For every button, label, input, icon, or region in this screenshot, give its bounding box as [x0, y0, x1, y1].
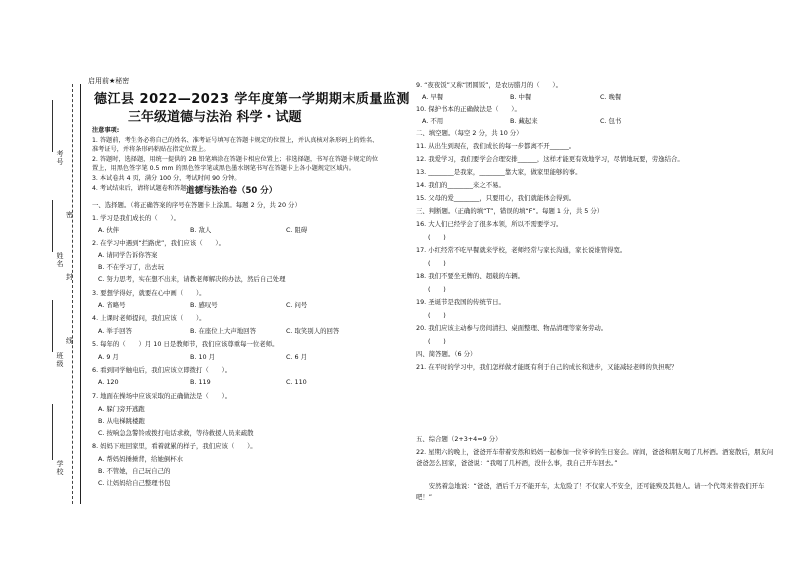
question-5: 5. 每年的（ ）月 10 日是教师节，我们应该尊重每一位老师。 — [92, 340, 279, 348]
q5-option-c: C. 6 月 — [286, 353, 308, 361]
part5-heading: 五、综合题（2+3+4=9 分） — [416, 435, 502, 443]
q10-option-c: C. 包书 — [600, 117, 622, 125]
section-title: 道德与法治卷（50 分） — [186, 186, 278, 196]
seal-char-mi: 密 — [66, 211, 73, 219]
q4-option-b: B. 在座位上大声地回答 — [190, 327, 256, 335]
notes-heading: 注意事项: — [92, 127, 120, 134]
question-21: 21. 在平时的学习中，我们怎样做才能既有利于自己的成长和进步，又能减轻老师的负担呢？ — [416, 363, 678, 371]
question-9: 9. “夜夜饭”又称“团圆饭”，是农历腊月的（ ）。 — [416, 81, 562, 89]
question-17: 17. 小红经常不吃早餐就来学校，老师经常与家长沟通，家长说谁管得宽。 — [416, 246, 627, 254]
q2-option-c: C. 努力思考，实在想不出来，请教老师解决的办法，然后自己处理 — [98, 275, 286, 283]
note-item: 3. 本试卷共 4 页，满分 100 分，考试时间 90 分钟。 — [92, 174, 241, 182]
question-22-text: 22. 星期六的晚上，爸爸开车带着安然和妈妈一起参加一位爷爷的生日宴会。席间，爸爸和朋友喝了几杯酒。酒宴散后，朋友问爸爸怎么回家，爸爸说：“我喝了几杯酒，没什么事，我自己开车回去。” — [416, 448, 774, 467]
q9-option-a: A. 早餐 — [422, 93, 444, 101]
q8-option-b: B. 不管她，自己玩自己的 — [98, 467, 171, 475]
binding-line — [80, 84, 81, 504]
question-18: 18. 我们不要坐无牌的、超载的车辆。 — [416, 272, 525, 280]
q6-option-a: A. 120 — [98, 378, 119, 386]
q10-option-b: B. 藏起来 — [510, 117, 538, 125]
secret-mark: 启用前★秘密 — [88, 77, 130, 85]
note-item: 1. 答题前，考生务必将自己的姓名、准考证号填写在答题卡规定的位置上，并认真核对条形码上的姓名、准考证号，并将条形码粘贴在指定位置上。 — [92, 136, 379, 154]
q7-option-a: A. 躲门旁开逃跑 — [98, 405, 145, 413]
binding-dash-line — [72, 84, 73, 504]
answer-blank: ( ) — [428, 259, 446, 267]
q4-option-c: C. 取笑别人的回答 — [286, 327, 340, 335]
q1-option-a: A. 伙伴 — [98, 226, 120, 234]
note-item: 2. 答题时，选择题，用统一提供的 2B 铅笔填涂在答题卡相应位置上；非选择题，书写在答题卡规定的位置上，用黑色签字笔 0.5 mm 的黑色签字笔或黑色墨水钢笔书写在答题卡上各小题规定区域内。 — [92, 155, 379, 173]
seal-char-feng: 封 — [66, 273, 73, 281]
class-line — [52, 300, 53, 352]
question-14: 14. 我们的________来之不易。 — [416, 181, 505, 189]
school-line — [52, 404, 53, 460]
question-16: 16. 大人们已经学会了很多本领，所以不需要学习。 — [416, 220, 563, 228]
question-12: 12. 我爱学习，我们要学会合理安排______，这样才能更有效地学习，尽情地玩要，劳逸结合。 — [416, 155, 684, 163]
q4-option-a: A. 举手回答 — [98, 327, 132, 335]
question-8: 8. 妈妈下班回家里，看着就累的样子，我们应该（ ）。 — [92, 442, 257, 450]
q6-option-b: B. 119 — [190, 378, 211, 386]
q9-option-b: B. 中餐 — [510, 93, 532, 101]
question-11: 11. 从出生到现在，我们成长的每一步都离不开______。 — [416, 142, 576, 150]
q3-option-a: A. 省略号 — [98, 301, 126, 309]
answer-blank: ( ) — [428, 311, 446, 319]
class-label: 班级 — [56, 352, 64, 368]
q3-option-c: C. 问号 — [286, 301, 308, 309]
question-22-dialogue: 安然着急地说：“爸爸，酒后千万不能开车，太危险了！不仅家人不安全，还可能殃及其他人。请一个代驾来替我们开车吧！” — [416, 482, 765, 501]
q1-option-b: B. 敌人 — [190, 226, 212, 234]
q5-option-b: B. 10 月 — [190, 353, 216, 361]
q1-option-c: C. 阻碍 — [286, 226, 308, 234]
q7-option-c: C. 按响急急警铃或拨打电话求救，等待救援人员来疏散 — [98, 429, 254, 437]
note-item: 4. 考试结束后，请将试题卷和答题卡一并交回。 — [92, 184, 224, 192]
answer-blank: ( ) — [428, 285, 446, 293]
q9-option-c: C. 晚餐 — [600, 93, 622, 101]
q8-option-c: C. 让妈妈给自己整理书包 — [98, 479, 171, 487]
question-3: 3. 要想学得好，就要在心中画（ ）。 — [92, 289, 206, 297]
q10-option-a: A. 不用 — [422, 117, 444, 125]
question-1: 1. 学习是我们成长的（ ）。 — [92, 214, 181, 222]
question-7: 7. 地面在操场中应该采取的正确做法是（ ）。 — [92, 392, 232, 400]
q8-option-a: A. 帮妈妈捶捶背，给她倒杯水 — [98, 455, 184, 463]
question-2: 2. 在学习中遇到“拦路虎”，我们应该（ ）。 — [92, 239, 225, 247]
q5-option-a: A. 9 月 — [98, 353, 119, 361]
q2-option-b: B. 不在学习了，出去玩 — [98, 263, 164, 271]
name-line — [52, 200, 53, 252]
question-6: 6. 看到同学触电后，我们应该立即拨打（ ）。 — [92, 366, 232, 374]
q3-option-b: B. 感叹号 — [190, 301, 218, 309]
question-4: 4. 上课时老师提问，我们应该（ ）。 — [92, 314, 206, 322]
answer-blank: ( ) — [428, 233, 446, 241]
answer-blank: ( ) — [428, 337, 446, 345]
seal-char-xian: 线 — [66, 337, 73, 345]
question-10: 10. 保护书本的正确做法是（ ）。 — [416, 105, 521, 113]
exam-no-label: 考号 — [56, 150, 64, 166]
school-label: 学校 — [56, 460, 64, 476]
question-20: 20. 我们应该主动参与房间清扫、桌面整理、物品清理等家务劳动。 — [416, 324, 608, 332]
question-13: 13. ________是我家，________靠大家，做家里能够的事。 — [416, 168, 582, 176]
part1-heading: 一、选择题。（将正确答案的序号在答题卡上涂黑。每题 2 分，共 20 分） — [92, 201, 301, 209]
question-15: 15. 父母的爱________，只要用心，我们就能体会得到。 — [416, 194, 576, 202]
part4-heading: 四、简答题。（6 分） — [416, 350, 477, 358]
part3-heading: 三、判断题。（正确的填“T”，错误的填“F”。每题 1 分，共 5 分） — [416, 207, 604, 215]
part2-heading: 二、填空题。（每空 2 分，共 10 分） — [416, 129, 523, 137]
exam-title: 德江县 2022—2023 学年度第一学期期末质量监测 — [94, 92, 410, 107]
name-label: 姓名 — [56, 252, 64, 268]
question-19: 19. 圣诞节是我国的传统节日。 — [416, 298, 505, 306]
q7-option-b: B. 从电梯跳楼跑 — [98, 417, 145, 425]
q2-option-a: A. 请同学告诉你答案 — [98, 251, 158, 259]
q6-option-c: C. 110 — [286, 378, 307, 386]
exam-subtitle: 三年级道德与法治 科学・试题 — [128, 110, 302, 125]
exam-no-line — [52, 100, 53, 152]
